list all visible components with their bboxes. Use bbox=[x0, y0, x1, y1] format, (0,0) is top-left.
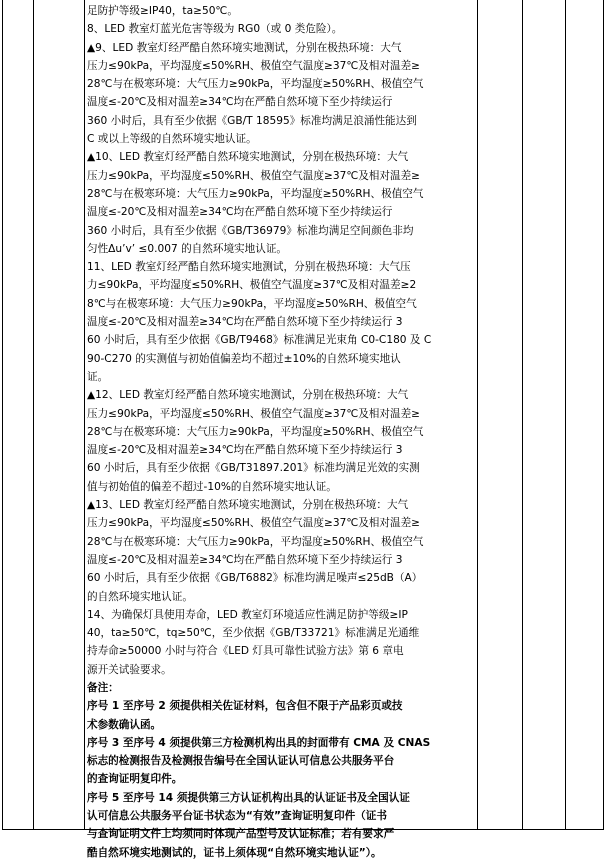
spec-line: 力≤90kPa，平均湿度≤50%RH、极值空气温度≥37℃及相对温差≥2 bbox=[87, 279, 417, 292]
spec-line: ▲9、LED 教室灯经严酷自然环境实地测试，分别在极热环境：大气 bbox=[87, 41, 402, 54]
note-line: 酷自然环境实地测试的，证书上须体现“自然环境实地认证”）。 bbox=[87, 846, 382, 859]
spec-line: 90-C270 的实测值与初始值偏差均不超过±10%的自然环境实地认 bbox=[87, 352, 401, 365]
note-line: 序号 5 至序号 14 须提供第三方认证机构出具的认证证书及全国认证 bbox=[87, 791, 410, 804]
spec-line: 28℃与在极寒环境：大气压力≥90kPa，平均湿度≥50%RH、极值空气 bbox=[87, 187, 424, 200]
requirements-cell bbox=[87, 2, 472, 862]
column-divider-1 bbox=[33, 0, 34, 830]
note-line: 认可信息公共服务平台证书状态为“有效”查询证明复印件（证书 bbox=[87, 810, 387, 823]
spec-line: 60 小时后，具有至少依据《GB/T6882》标准均满足噪声≤25dB（A） bbox=[87, 572, 423, 585]
spec-line: 28℃与在极寒环境：大气压力≥90kPa，平均湿度≥50%RH、极值空气 bbox=[87, 78, 424, 91]
spec-line: 40，ta≥50℃，tq≥50℃，至少依据《GB/T33721》标准满足光通维 bbox=[87, 627, 420, 640]
spec-line: 匀性Δu’v’ ≤0.007 的自然环境实地认证。 bbox=[87, 242, 288, 255]
table-border-left bbox=[2, 0, 3, 830]
column-divider-4 bbox=[522, 0, 523, 830]
spec-line: 360 小时后，具有至少依据《GB/T 18595》标准均满足浪涌性能达到 bbox=[87, 114, 417, 127]
spec-line: 60 小时后，具有至少依据《GB/T9468》标准满足光束角 C0-C180 及 C bbox=[87, 334, 432, 347]
spec-line: ▲10、LED 教室灯经严酷自然环境实地测试，分别在极热环境：大气 bbox=[87, 151, 409, 164]
spec-line: 8℃与在极寒环境：大气压力≥90kPa，平均湿度≥50%RH、极值空气 bbox=[87, 297, 417, 310]
spec-line: 证。 bbox=[87, 370, 109, 383]
spec-line: 源开关试验要求。 bbox=[87, 663, 172, 676]
note-line: 术参数确认函。 bbox=[87, 718, 162, 731]
spec-line: 压力≤90kPa，平均湿度≤50%RH、极值空气温度≥37℃及相对温差≥ bbox=[87, 407, 421, 420]
spec-line: 28℃与在极寒环境：大气压力≥90kPa，平均湿度≥50%RH、极值空气 bbox=[87, 535, 424, 548]
note-line: 的查询证明复印件。 bbox=[87, 773, 183, 786]
spec-line: C 或以上等级的自然环境实地认证。 bbox=[87, 133, 257, 146]
spec-line: 28℃与在极寒环境：大气压力≥90kPa，平均湿度≥50%RH、极值空气 bbox=[87, 425, 424, 438]
column-divider-3 bbox=[477, 0, 478, 830]
note-line: 标志的检测报告及检测报告编号在全国认证认可信息公共服务平台 bbox=[87, 755, 395, 768]
spec-line: 60 小时后，具有至少依据《GB/T31897.201》标准均满足光效的实测 bbox=[87, 462, 420, 475]
spec-line: 压力≤90kPa，平均湿度≤50%RH、极值空气温度≥37℃及相对温差≥ bbox=[87, 169, 421, 182]
spec-line: 温度≤-20℃及相对温差≥34℃均在严酷自然环境下至少持续运行 3 bbox=[87, 553, 403, 566]
spec-line: 8、LED 教室灯蓝光危害等级为 RG0（或 0 类危险）。 bbox=[87, 23, 343, 36]
note-line: 备注： bbox=[87, 681, 119, 694]
spec-line: ▲13、LED 教室灯经严酷自然环境实地测试，分别在极热环境：大气 bbox=[87, 499, 409, 512]
column-divider-2 bbox=[84, 0, 85, 830]
note-line: 与查询证明文件上均须同时体现产品型号及认证标准；若有要求严 bbox=[87, 828, 395, 841]
note-line: 序号 3 至序号 4 须提供第三方检测机构出具的封面带有 CMA 及 CNAS bbox=[87, 736, 431, 749]
spec-line: 持寿命≥50000 小时与符合《LED 灯具可靠性试验方法》第 6 章电 bbox=[87, 645, 404, 658]
spec-line: 360 小时后，具有至少依据《GB/T36979》标准均满足空间颜色非均 bbox=[87, 224, 414, 237]
spec-line: 温度≤-20℃及相对温差≥34℃均在严酷自然环境下至少持续运行 3 bbox=[87, 316, 403, 329]
spec-line: 温度≤-20℃及相对温差≥34℃均在严酷自然环境下至少持续运行 3 bbox=[87, 444, 403, 457]
spec-line: 压力≤90kPa，平均湿度≤50%RH、极值空气温度≥37℃及相对温差≥ bbox=[87, 517, 421, 530]
spec-line: 11、LED 教室灯经严酷自然环境实地测试，分别在极热环境：大气压 bbox=[87, 261, 411, 274]
table-border-right bbox=[603, 0, 604, 830]
spec-line: 压力≤90kPa，平均湿度≤50%RH、极值空气温度≥37℃及相对温差≥ bbox=[87, 59, 421, 72]
column-divider-5 bbox=[565, 0, 566, 830]
spec-line: ▲12、LED 教室灯经严酷自然环境实地测试，分别在极热环境：大气 bbox=[87, 389, 409, 402]
spec-line: 足防护等级≥IP40，ta≥50℃。 bbox=[87, 5, 238, 17]
spec-line: 14、为确保灯具使用寿命，LED 教室灯环境适应性满足防护等级≥IP bbox=[87, 608, 408, 621]
spec-line: 值与初始值的偏差不超过-10%的自然环境实地认证。 bbox=[87, 480, 337, 493]
note-line: 序号 1 至序号 2 须提供相关佐证材料，包含但不限于产品彩页或技 bbox=[87, 700, 403, 713]
spec-line: 温度≤-20℃及相对温差≥34℃均在严酷自然环境下至少持续运行 bbox=[87, 206, 393, 219]
spec-line: 的自然环境实地认证。 bbox=[87, 590, 193, 603]
spec-line: 温度≤-20℃及相对温差≥34℃均在严酷自然环境下至少持续运行 bbox=[87, 96, 393, 109]
